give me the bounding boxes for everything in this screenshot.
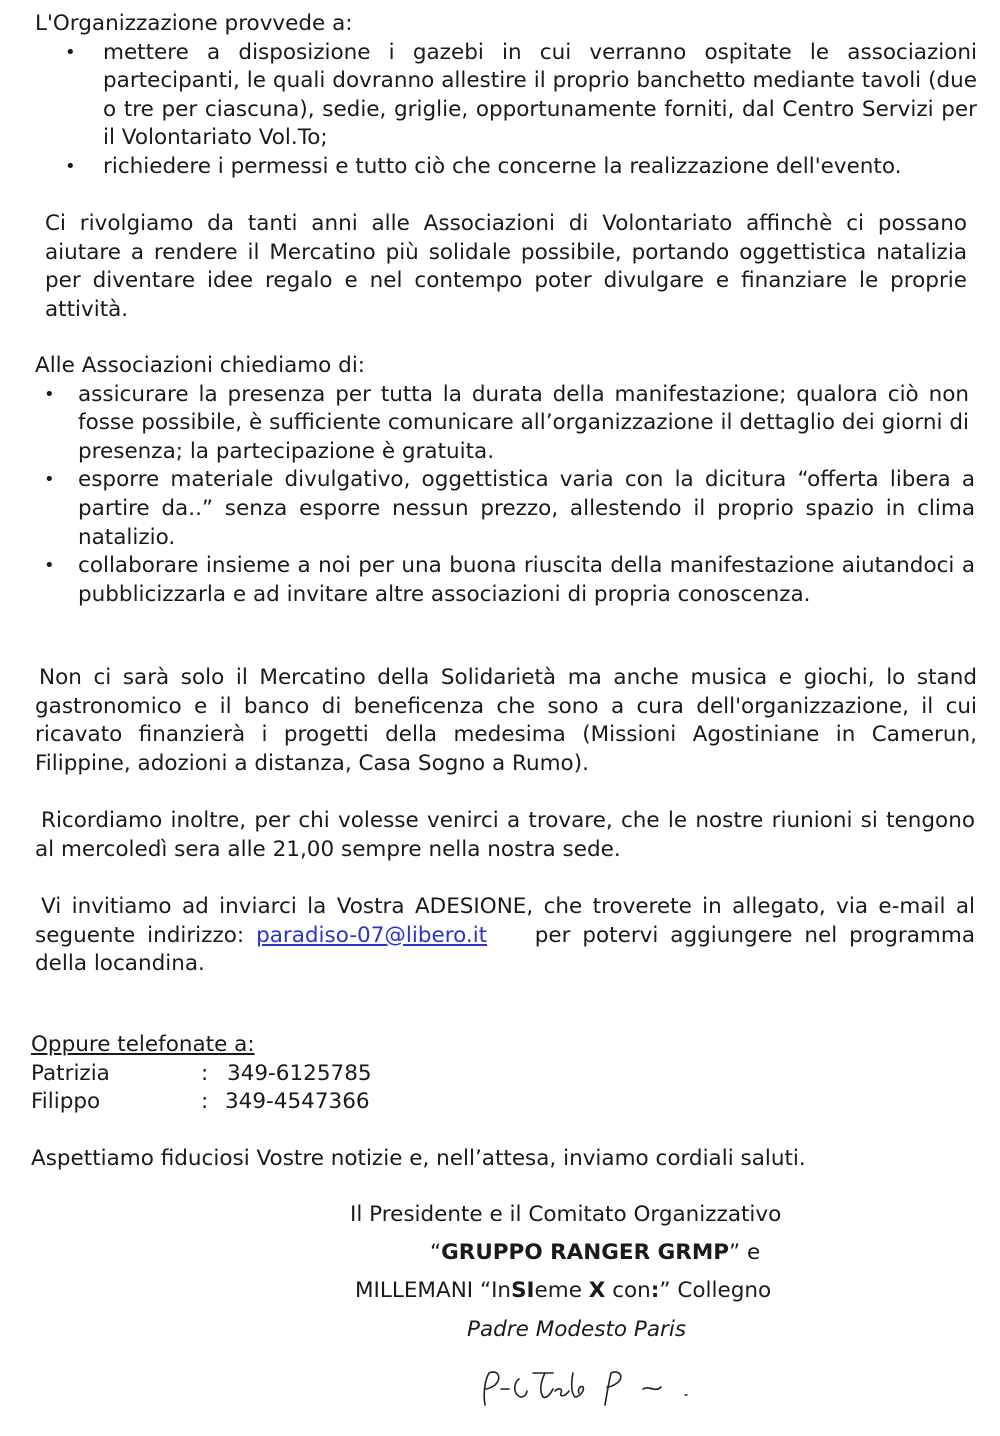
closing-line: Aspettiamo fiduciosi Vostre notizie e, nell’attesa, inviamo cordiali saluti. xyxy=(31,1146,806,1171)
organizzazione-list xyxy=(65,39,977,182)
bullet-icon: • xyxy=(65,155,76,177)
list-item: • assicurare la presenza per tutta la durata della manifestazione; qualora ciò non fosse possibile, è sufficiente comunicare all’organizzazione il dettaglio dei giorni di presenza; la partecipazione è gratuita. xyxy=(44,381,969,464)
signature-line-2: “GRUPPO RANGER GRMP” e xyxy=(430,1240,761,1265)
paragraph-associazioni-volontariato: Ci rivolgiamo da tanti anni alle Associazioni di Volontariato affinchè ci possano aiutare a rendere il Mercatino più solidale possibile, portando oggettistica natalizia per diventare idee regalo e nel contempo poter divulgare e finanziare le proprie attività. xyxy=(45,211,967,322)
bullet-icon: • xyxy=(65,41,76,63)
contact-phone: 349-6125785 xyxy=(227,1060,372,1086)
list-item: • esporre materiale divulgativo, oggettistica varia con la dicitura “offerta libera a partire da..” senza esporre nessun prezzo, allestendo il proprio spazio in clima natalizio. xyxy=(44,467,975,550)
bullet-icon: • xyxy=(44,555,55,577)
contact-phone: 349-4547366 xyxy=(225,1089,370,1115)
contact-row xyxy=(31,1088,531,1117)
list-item: • mettere a disposizione i gazebi in cui verranno ospitate le associazioni partecipanti, le quali dovranno allestire il proprio banchetto mediante tavoli (due o tre per ciascuna), sedie, griglie, opportunamente forniti, dal Centro Servizi per il Volontariato Vol.To; xyxy=(65,39,977,151)
paragraph-mercatino: Non ci sarà solo il Mercatino della Solidarietà ma anche musica e giochi, lo stand gastronomico e il banco di beneficenza che sono a cura dell'organizzazione, il cui ricavato finanzierà i progetti della medesima (Missioni Agostiniane in Camerun, Filippine, adozioni a distanza, Casa Sogno a Rumo). xyxy=(35,665,977,776)
handwritten-signature xyxy=(475,1365,705,1415)
email-link[interactable]: paradiso-07@libero.it xyxy=(256,922,488,948)
bullet-icon: • xyxy=(44,469,55,491)
contacts-heading: Oppure telefonate a: xyxy=(31,1032,255,1057)
list-item: • collaborare insieme a noi per una buona riuscita della manifestazione aiutandoci a pubblicizzarla e ad invitare altre associazioni di propria conoscenza. xyxy=(44,553,975,607)
paragraph-adesione: Vi invitiamo ad inviarci la Vostra ADESIONE, che troverete in allegato, via e-mail al seguente indirizzo: paradiso-07@libero.it per potervi aggiungere nel programma della locandina. xyxy=(35,894,975,977)
organizzazione-section xyxy=(35,10,977,182)
list-item: • richiedere i permessi e tutto ciò che concerne la realizzazione dell'evento. xyxy=(103,153,977,182)
associazioni-list xyxy=(44,381,975,610)
bullet-icon: • xyxy=(44,383,55,405)
paragraph-riunioni: Ricordiamo inoltre, per chi volesse venirci a trovare, che le nostre riunioni si tengono al mercoledì sera alle 21,00 sempre nella nostra sede. xyxy=(35,808,975,862)
contact-name: Patrizia xyxy=(31,1060,110,1086)
contact-separator: : xyxy=(201,1089,209,1115)
organizzazione-intro: L'Organizzazione provvede a: xyxy=(35,11,353,36)
contacts-section xyxy=(31,1031,531,1117)
associazioni-section xyxy=(35,352,975,609)
signature-name: Padre Modesto Paris xyxy=(467,1317,687,1342)
contact-row xyxy=(31,1060,531,1089)
signature-line-3: MILLEMANI “InSIeme X con:” Collegno xyxy=(355,1278,772,1303)
contact-separator: : xyxy=(201,1060,209,1086)
contact-name: Filippo xyxy=(31,1089,101,1115)
signature-line-1: Il Presidente e il Comitato Organizzativo xyxy=(350,1202,782,1227)
associazioni-intro: Alle Associazioni chiediamo di: xyxy=(35,353,366,378)
